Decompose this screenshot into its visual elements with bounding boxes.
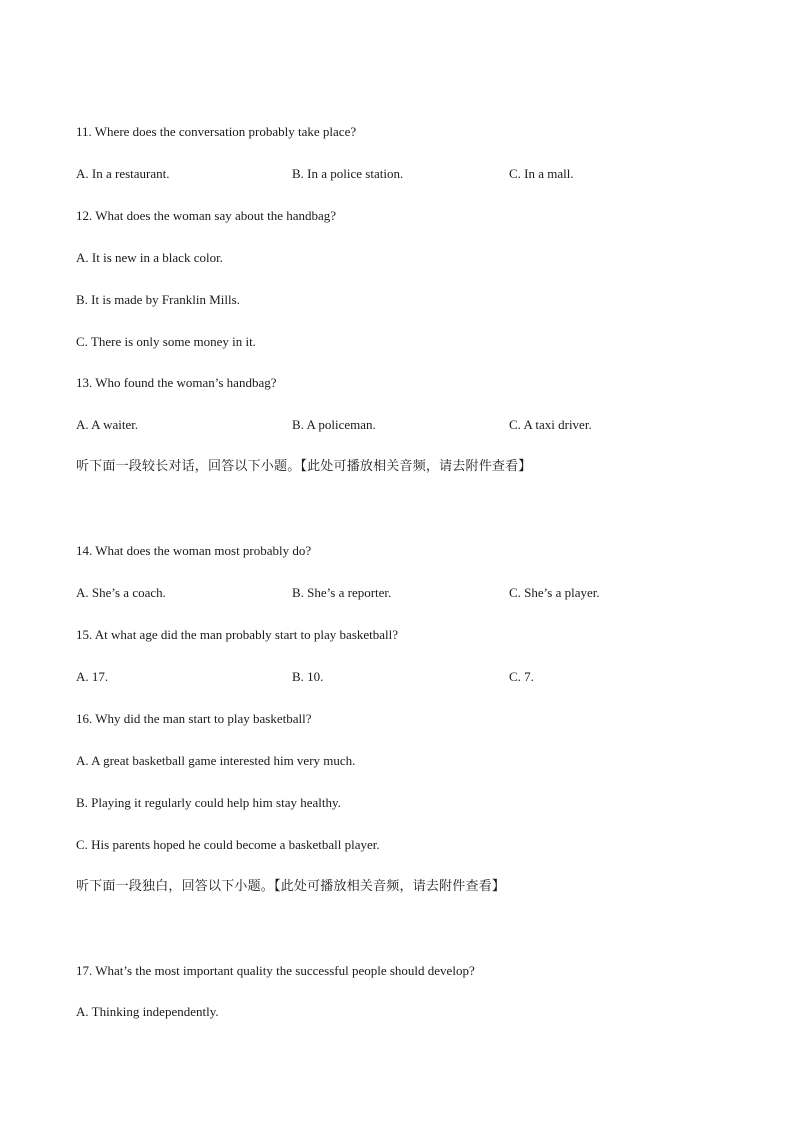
option-c: C. A taxi driver. <box>509 417 592 432</box>
option-b: B. She’s a reporter. <box>292 585 392 600</box>
question-14-options <box>76 585 716 601</box>
question-16-option-c: C. His parents hoped he could become a basketball player. <box>76 837 380 852</box>
section-instruction-monologue: 听下面一段独白，回答以下小题。【此处可播放相关音频，请去附件查看】 <box>76 879 506 894</box>
question-11: 11. Where does the conversation probably take place? <box>76 124 357 139</box>
question-12-option-b: B. It is made by Franklin Mills. <box>76 292 240 307</box>
question-11-options <box>76 166 716 182</box>
option-c: C. In a mall. <box>509 166 574 181</box>
question-16-option-a: A. A great basketball game interested him very much. <box>76 753 356 768</box>
question-16: 16. Why did the man start to play basketball? <box>76 711 312 726</box>
question-17-option-a: A. Thinking independently. <box>76 1004 219 1019</box>
section-instruction-long-conversation: 听下面一段较长对话，回答以下小题。【此处可播放相关音频，请去附件查看】 <box>76 459 532 474</box>
question-14: 14. What does the woman most probably do? <box>76 543 312 558</box>
option-c: C. She’s a player. <box>509 585 600 600</box>
option-a: A. A waiter. <box>76 417 139 432</box>
question-12-option-c: C. There is only some money in it. <box>76 334 256 349</box>
option-b: B. In a police station. <box>292 166 404 181</box>
option-b: B. A policeman. <box>292 417 376 432</box>
option-c: C. 7. <box>509 669 534 684</box>
option-a: A. She’s a coach. <box>76 585 166 600</box>
option-b: B. 10. <box>292 669 324 684</box>
question-15-options <box>76 669 716 685</box>
option-a: A. In a restaurant. <box>76 166 170 181</box>
question-12-option-a: A. It is new in a black color. <box>76 250 223 265</box>
question-17: 17. What’s the most important quality the successful people should develop? <box>76 963 475 978</box>
question-13: 13. Who found the woman’s handbag? <box>76 375 277 390</box>
question-12: 12. What does the woman say about the handbag? <box>76 208 337 223</box>
question-16-option-b: B. Playing it regularly could help him stay healthy. <box>76 795 341 810</box>
option-a: A. 17. <box>76 669 109 684</box>
question-15: 15. At what age did the man probably start to play basketball? <box>76 627 399 642</box>
question-13-options <box>76 417 716 433</box>
